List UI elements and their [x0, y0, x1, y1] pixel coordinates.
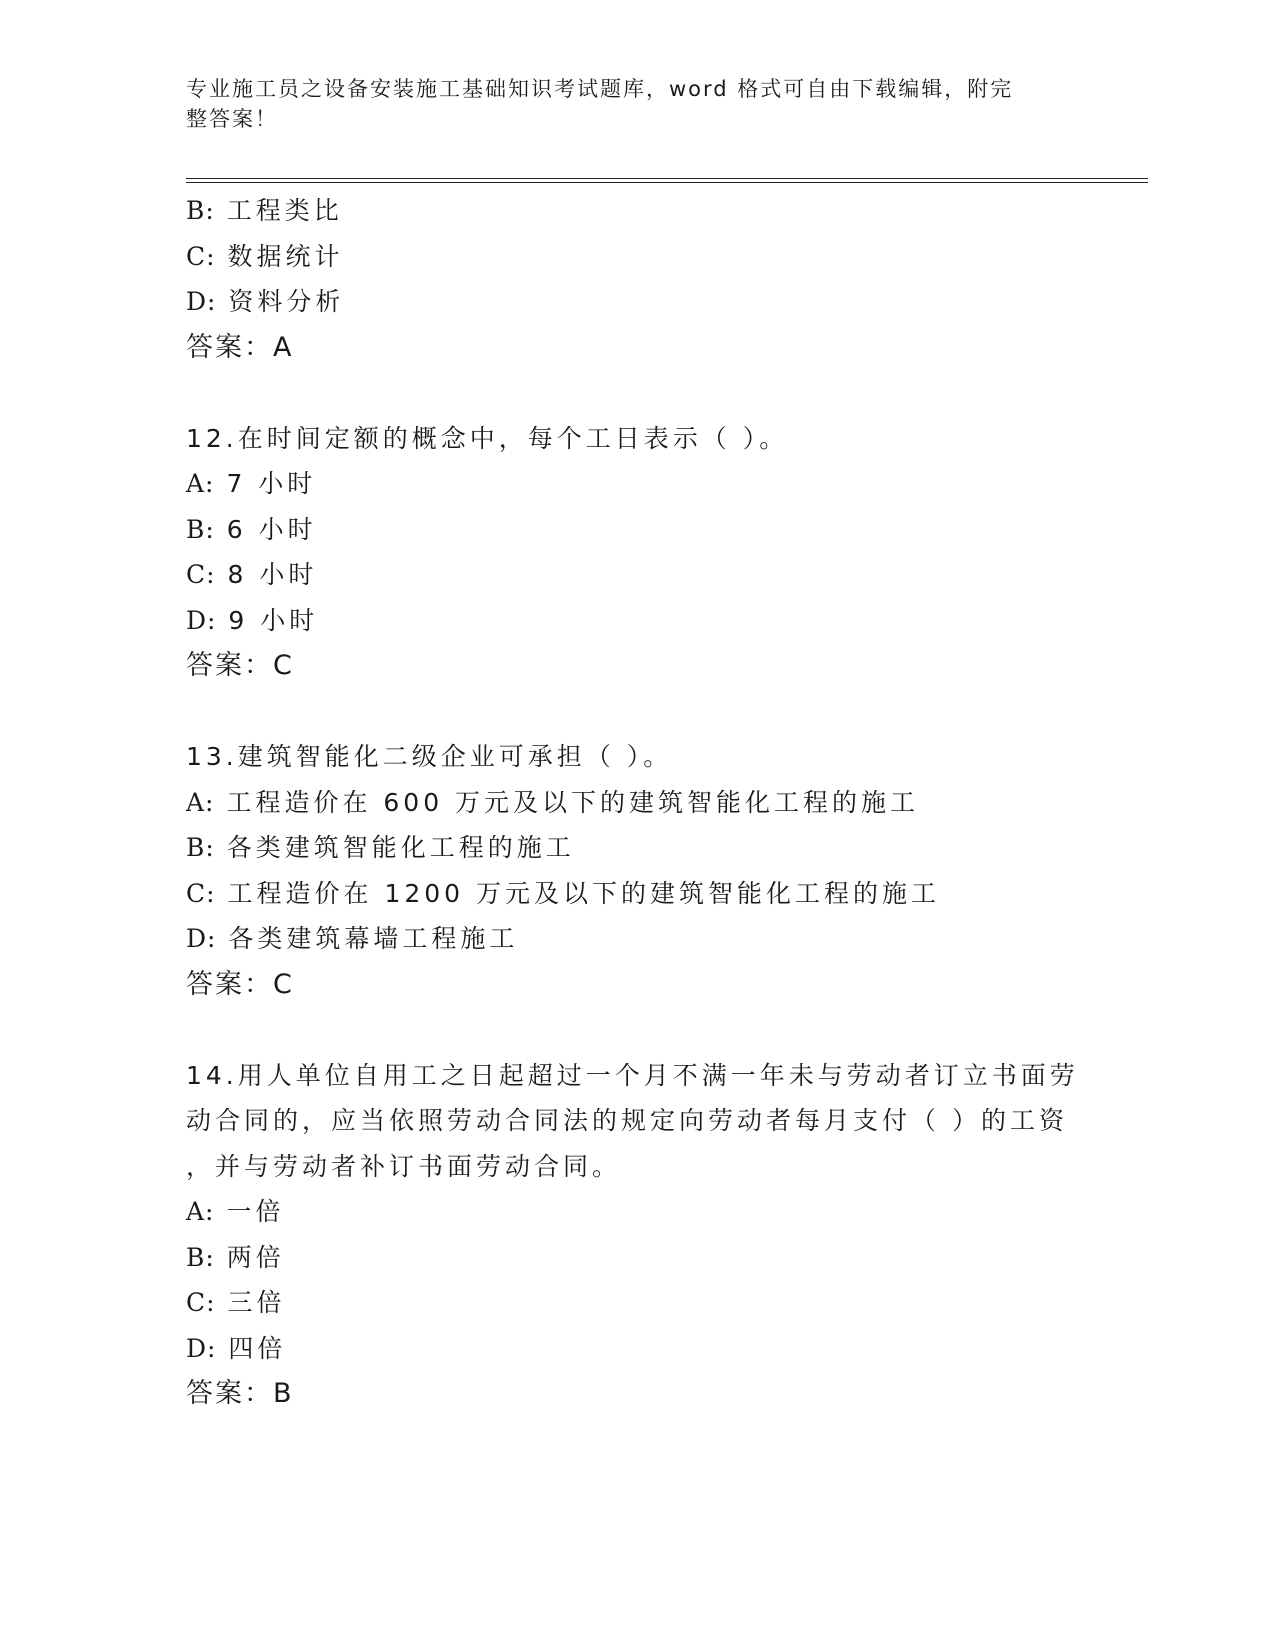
- option-letter: D:: [186, 605, 217, 635]
- option-text: 各类建筑智能化工程的施工: [226, 833, 575, 862]
- question-14: [186, 1053, 1086, 1417]
- option-letter: C:: [186, 878, 216, 908]
- option-text: 8 小时: [227, 560, 318, 589]
- option-c: [186, 871, 1086, 917]
- option-text: 四倍: [228, 1333, 287, 1363]
- option-text: 7 小时: [226, 469, 317, 498]
- option-letter: B:: [186, 1242, 215, 1272]
- option-a: [186, 780, 1086, 826]
- option-text: 一倍: [226, 1197, 285, 1226]
- option-letter: A:: [186, 1197, 215, 1226]
- option-letter: B:: [186, 196, 215, 225]
- stem-line: ，并与劳动者补订书面劳动合同。: [186, 1151, 622, 1181]
- question-12: [186, 416, 1086, 689]
- option-letter: D:: [186, 1333, 217, 1363]
- option-text: 工程类比: [226, 196, 343, 225]
- question-stem: [186, 416, 1086, 462]
- stem-line: 动合同的，应当依照劳动合同法的规定向劳动者每月支付（ ）的工资: [186, 1106, 1068, 1135]
- stem-line: 12.在时间定额的概念中，每个工日表示（ ）。: [186, 423, 789, 453]
- header-line-1: 专业施工员之设备安装施工基础知识考试题库，word 格式可自由下载编辑，附完: [186, 77, 1014, 101]
- option-letter: A:: [186, 787, 215, 817]
- option-d: [186, 1326, 1086, 1372]
- option-text: 三倍: [227, 1288, 286, 1317]
- option-b: [186, 507, 1086, 553]
- question-stem: [186, 734, 1086, 780]
- option-letter: D:: [186, 287, 217, 316]
- option-text: 资料分析: [228, 287, 345, 316]
- question-stem: [186, 1053, 1086, 1190]
- option-text: 工程造价在 600 万元及以下的建筑智能化工程的施工: [226, 787, 920, 817]
- option-letter: A:: [186, 469, 215, 498]
- option-d: [186, 279, 1086, 325]
- option-b: [186, 1235, 1086, 1281]
- option-b: [186, 188, 1086, 234]
- option-letter: B:: [186, 514, 215, 544]
- spacer: [186, 370, 1086, 416]
- answer-line: 答案：A: [186, 331, 294, 363]
- page-header: [186, 74, 1066, 134]
- option-letter: B:: [186, 833, 215, 862]
- option-text: 6 小时: [226, 514, 317, 544]
- option-text: 数据统计: [227, 241, 344, 271]
- option-text: 工程造价在 1200 万元及以下的建筑智能化工程的施工: [227, 878, 941, 908]
- header-line-2: 整答案！: [186, 107, 278, 131]
- option-c: [186, 234, 1086, 280]
- answer-line: 答案：C: [186, 650, 294, 681]
- option-text: 9 小时: [228, 605, 319, 635]
- stem-line: 13.建筑智能化二级企业可承担（ ）。: [186, 742, 673, 771]
- option-c: [186, 1280, 1086, 1326]
- option-a: [186, 1189, 1086, 1235]
- option-b: [186, 825, 1086, 871]
- spacer: [186, 689, 1086, 735]
- option-text: 各类建筑幕墙工程施工: [228, 924, 519, 953]
- option-d: [186, 598, 1086, 644]
- option-letter: C:: [186, 241, 216, 271]
- option-text: 两倍: [226, 1242, 285, 1272]
- option-d: [186, 916, 1086, 962]
- header-rule-bottom: [186, 182, 1148, 183]
- spacer: [186, 1007, 1086, 1053]
- question-13: [186, 734, 1086, 1007]
- prev-question-block: [186, 188, 1086, 370]
- option-a: [186, 461, 1086, 507]
- answer-line: 答案：B: [186, 1378, 294, 1409]
- option-letter: C:: [186, 560, 216, 589]
- option-letter: D:: [186, 924, 217, 953]
- option-letter: C:: [186, 1288, 216, 1317]
- option-c: [186, 552, 1086, 598]
- stem-line: 14.用人单位自用工之日起超过一个月不满一年未与劳动者订立书面劳: [186, 1060, 1079, 1090]
- answer-line: 答案：C: [186, 968, 294, 1000]
- header-rule-top: [186, 178, 1148, 179]
- question-content: [186, 188, 1086, 1417]
